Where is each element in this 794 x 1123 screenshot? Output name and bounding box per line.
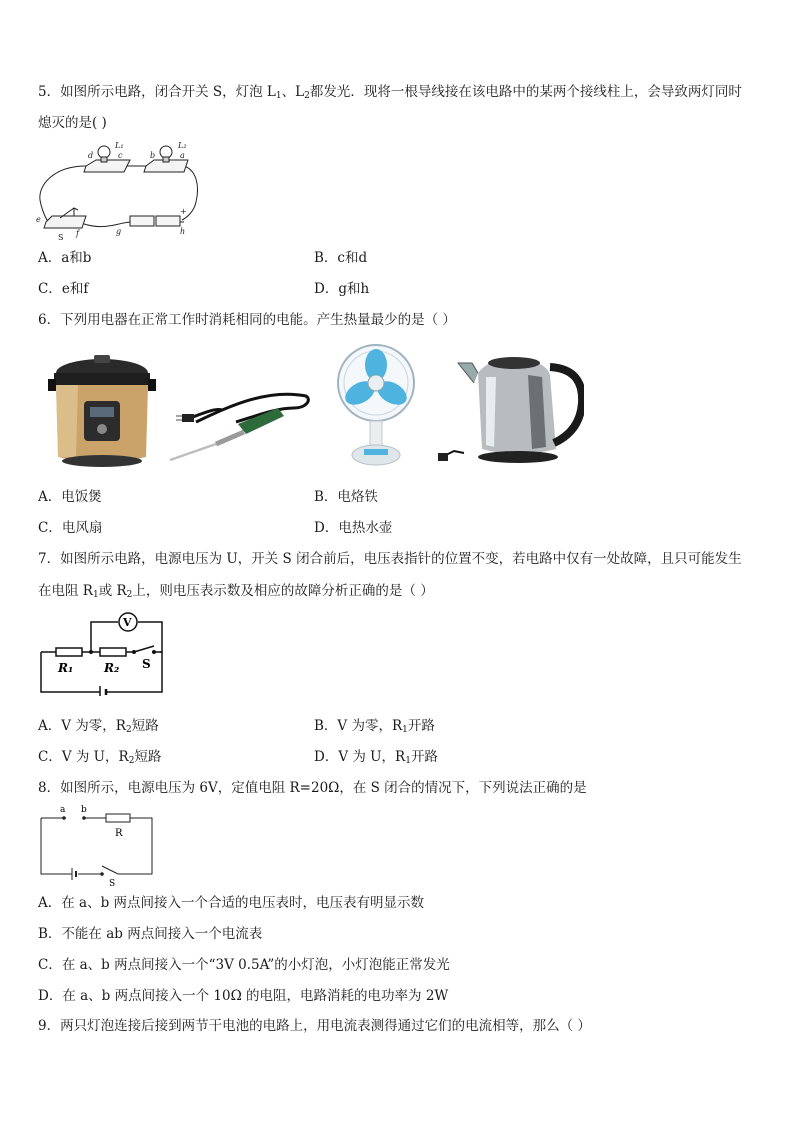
q5-stem-line2: 熄灭的是( ) (38, 115, 107, 131)
q6-option-d: D．电热水壶 (314, 520, 393, 536)
q8-circuit-figure (38, 804, 156, 888)
q5-label-b: b (150, 151, 156, 160)
electric-kettle-picture (438, 353, 584, 467)
q6-option-a: A．电饭煲 (38, 489, 102, 505)
q5-option-a: A．a和b (38, 250, 92, 266)
q8-label-S: S (109, 879, 116, 888)
q6-option-c: C．电风扇 (38, 520, 103, 536)
rice-cooker-picture (48, 353, 156, 469)
q5-label-h: h (180, 227, 186, 236)
q5-option-c: C．e和f (38, 281, 89, 297)
q7-label-R1: R₁ (58, 661, 74, 675)
q8-label-b: b (81, 805, 87, 815)
q6-option-b: B．电烙铁 (314, 489, 378, 505)
q7-option-d: D．V 为 U，$R_1$开路 (314, 749, 438, 766)
q8-stem: 8．如图所示，电源电压为 6V，定值电阻 R=20Ω，在 S 闭合的情况下，下列说法正确的是 (38, 780, 587, 796)
q7-label-V: V (123, 616, 132, 629)
q5-label-g: g (116, 227, 122, 236)
q5-option-d: D．g和h (314, 281, 370, 297)
q8-option-b: B．不能在 ab 两点间接入一个电流表 (38, 926, 263, 942)
q7-option-b: B．V 为零，$R_1$开路 (314, 718, 435, 735)
q7-stem-line1: 7．如图所示电路，电源电压为 U，开关 S 闭合前后，电压表指针的位置不变，若电路中仅有一处故障，且只可能发生 (38, 551, 742, 567)
q5-label-d: d (88, 151, 94, 160)
q7-option-a: A．V 为零，$R_2$短路 (38, 718, 159, 735)
q5-circuit-figure (34, 140, 204, 244)
q6-stem: 6．下列用电器在正常工作时消耗相同的电能。产生热量最少的是（ ） (38, 312, 456, 328)
q9-stem: 9．两只灯泡连接后接到两节干电池的电路上，用电流表测得通过它们的电流相等，那么（ ） (38, 1018, 591, 1034)
q7-label-R2: R₂ (104, 661, 120, 675)
q5-label-c: c (118, 151, 123, 160)
q5-label-f: f (76, 229, 79, 238)
q5-label-S: S (58, 233, 64, 242)
q8-label-a: a (60, 805, 66, 815)
q7-stem-line2: 在电阻 $R_1$或 $R_2$上，则电压表示数及相应的故障分析正确的是（ ） (38, 583, 434, 600)
electric-fan-picture (334, 343, 418, 469)
soldering-iron-picture (166, 378, 316, 462)
q5-label-plus: + (180, 207, 187, 216)
q7-circuit-figure (38, 610, 168, 696)
q8-option-c: C．在 a、b 两点间接入一个“3V 0.5A”的小灯泡，小灯泡能正常发光 (38, 957, 450, 973)
q8-option-d: D．在 a、b 两点间接入一个 10Ω 的电阻，电路消耗的电功率为 2W (38, 988, 449, 1004)
q5-label-L2: L₂ (178, 141, 187, 150)
q5-label-L1: L₁ (115, 141, 124, 150)
q8-label-R: R (115, 828, 123, 839)
q5-stem-line1: 5．如图所示电路，闭合开关 S，灯泡 $L_1$、$L_2$都发光．现将一根导线接在该电路中的某两个接线柱上，会导致两灯同时 (38, 84, 742, 101)
q5-option-b: B．c和d (314, 250, 368, 266)
q5-label-e: e (36, 215, 41, 224)
q8-option-a: A．在 a、b 两点间接入一个合适的电压表时，电压表有明显示数 (38, 895, 425, 911)
q7-option-c: C．V 为 U，$R_2$短路 (38, 749, 162, 766)
q7-label-S: S (142, 657, 151, 671)
q5-label-a: a (180, 151, 185, 160)
